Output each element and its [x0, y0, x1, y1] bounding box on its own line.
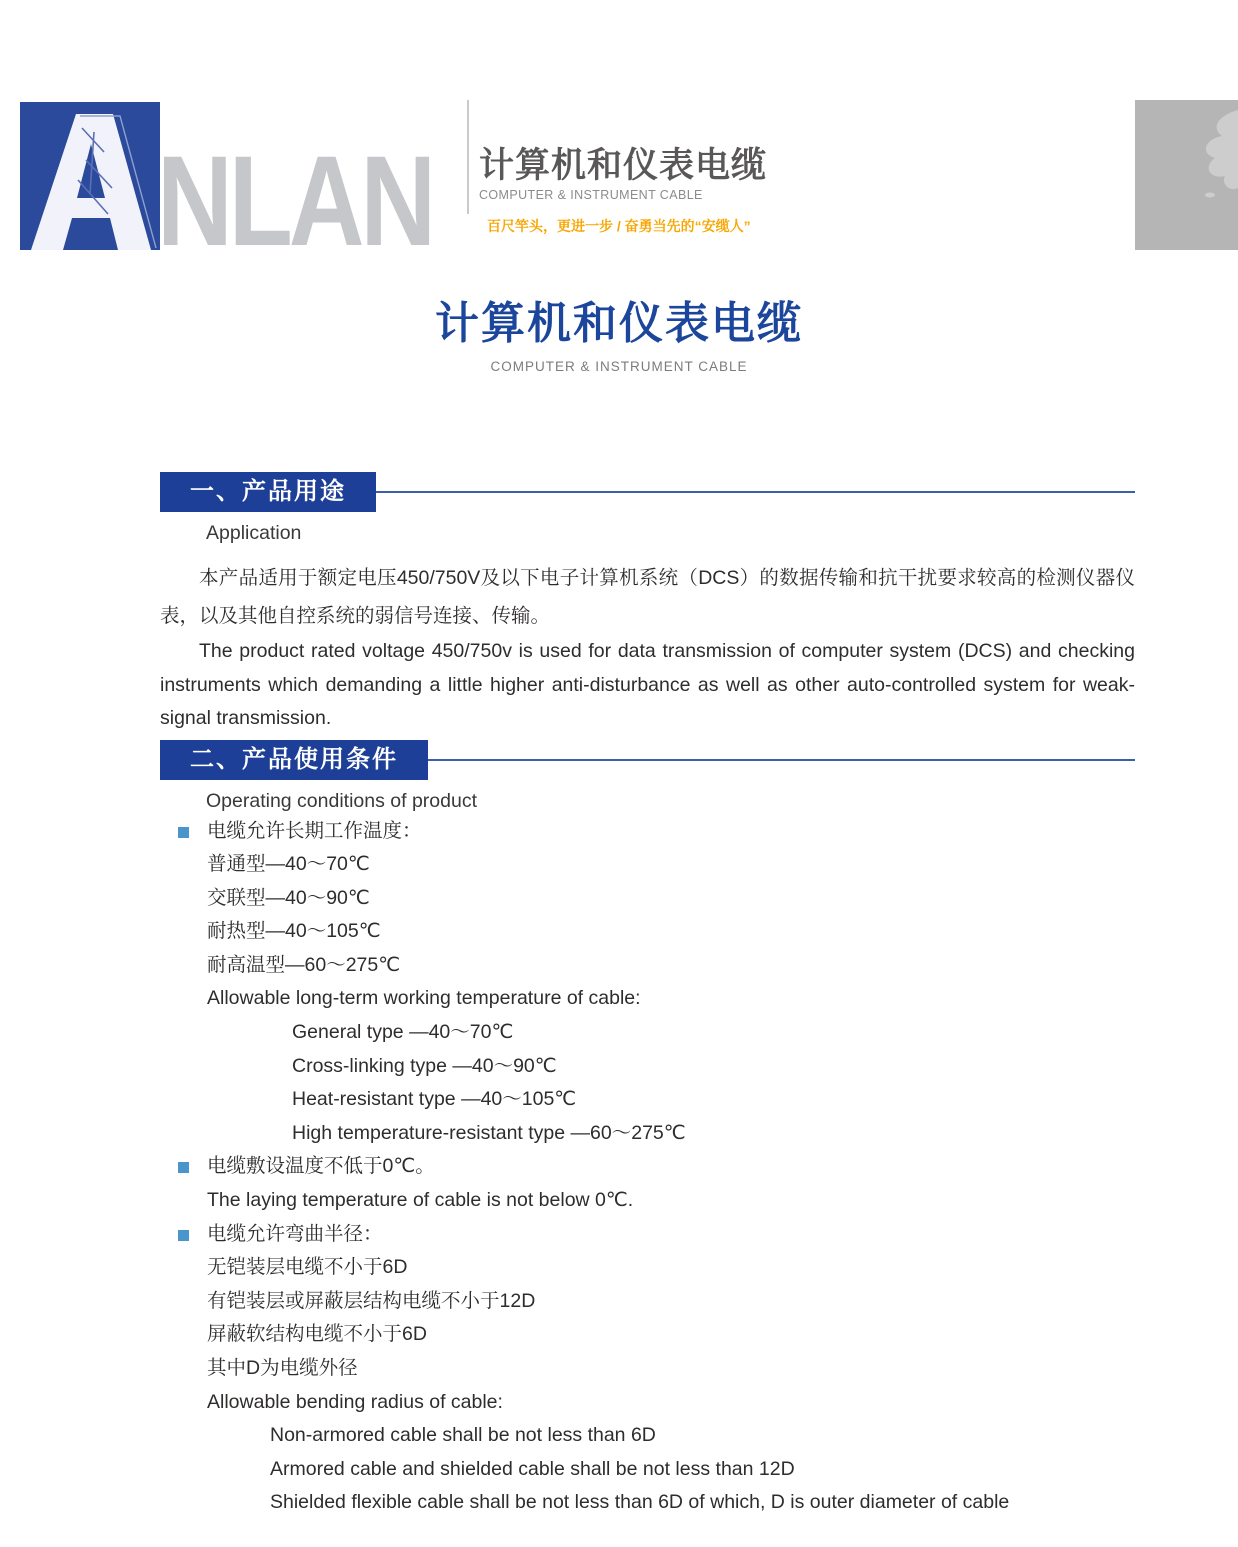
- list-item-text: Armored cable and shielded cable shall be not less than 12D: [270, 1457, 795, 1480]
- section1-paragraph-cn: 本产品适用于额定电压450/750V及以下电子计算机系统（DCS）的数据传输和抗干扰要求较高的检测仪器仪表，以及其他自控系统的弱信号连接、传输。: [160, 567, 1135, 627]
- header-divider: [467, 100, 469, 214]
- document-title-en: COMPUTER & INSTRUMENT CABLE: [490, 359, 748, 374]
- list-item: [160, 1218, 1135, 1252]
- list-item: [160, 1318, 1135, 1352]
- section2-subheading: Operating conditions of product: [206, 789, 478, 812]
- list-item: [160, 915, 1135, 949]
- list-item: [160, 1386, 1135, 1420]
- section1-header: [160, 472, 1135, 512]
- list-item-text: 有铠装层或屏蔽层结构电缆不小于12D: [207, 1289, 536, 1312]
- list-item: [160, 1117, 1135, 1151]
- list-item: [160, 882, 1135, 916]
- header-slogan: 百尺竿头，更进一步 / 奋勇当先的“安缆人”: [487, 218, 751, 234]
- anlan-logo: [20, 102, 160, 250]
- list-item-text: The laying temperature of cable is not below 0℃.: [207, 1189, 634, 1212]
- list-item: [160, 1285, 1135, 1319]
- list-item-text: 耐热型—40～105℃: [207, 920, 381, 943]
- bullet-square-icon: [178, 1230, 189, 1241]
- page-header: [0, 0, 1238, 273]
- list-item: [160, 1184, 1135, 1218]
- header-title-en: COMPUTER & INSTRUMENT CABLE: [479, 188, 703, 202]
- list-item-text: Allowable bending radius of cable:: [207, 1390, 503, 1413]
- list-item: [160, 848, 1135, 882]
- list-item-text: General type —40～70℃: [292, 1021, 514, 1044]
- list-item: [160, 1016, 1135, 1050]
- list-item: [160, 1251, 1135, 1285]
- list-item: [160, 982, 1135, 1016]
- header-photo-placeholder: [1135, 100, 1238, 250]
- list-item-text: Non-armored cable shall be not less than 6D: [270, 1424, 656, 1447]
- brand-letters: NLAN: [157, 130, 433, 273]
- list-item-text: 其中D为电缆外径: [207, 1357, 358, 1379]
- leaf-icon: [1135, 100, 1238, 250]
- list-item-text: 屏蔽软结构电缆不小于6D: [207, 1323, 427, 1346]
- list-item: [160, 1050, 1135, 1084]
- list-item-text: 电缆允许弯曲半径：: [207, 1222, 383, 1245]
- list-item-text: Cross-linking type —40～90℃: [292, 1054, 557, 1077]
- list-item-text: 交联型—40～90℃: [207, 886, 370, 909]
- section1-heading: 一、产品用途: [160, 472, 376, 512]
- operating-conditions-list: [160, 815, 1135, 1520]
- section2-header: [160, 740, 1135, 780]
- list-item: [160, 1083, 1135, 1117]
- list-item: [160, 1150, 1135, 1184]
- list-item-text: Shielded flexible cable shall be not less than 6D of which, D is outer diameter of cable: [270, 1491, 1010, 1514]
- bullet-square-icon: [178, 1162, 189, 1173]
- header-title-cn: 计算机和仪表电缆: [479, 146, 768, 185]
- header-titles: [479, 146, 767, 236]
- list-item: [160, 1352, 1135, 1386]
- list-item: [160, 1486, 1135, 1520]
- list-item-text: 普通型—40～70℃: [207, 853, 370, 876]
- document-title-cn: 计算机和仪表电缆: [435, 299, 803, 348]
- list-item-text: Allowable long-term working temperature of cable:: [207, 987, 641, 1010]
- list-item: [160, 949, 1135, 983]
- list-item-text: Heat-resistant type —40～105℃: [292, 1088, 577, 1111]
- logo-a-icon: [20, 102, 160, 250]
- section1-subheading: Application: [206, 522, 302, 544]
- section1-paragraph-en: The product rated voltage 450/750v is used for data transmission of computer system (DCS) and checking instruments which demanding a little higher anti-disturbance as well as other auto-controlled system for weak-signal transmission.: [160, 640, 1135, 729]
- section2-heading: 二、产品使用条件: [160, 740, 428, 780]
- list-item: [160, 815, 1135, 849]
- list-item-text: 电缆敷设温度不低于0℃。: [207, 1155, 435, 1178]
- document-title: [0, 298, 1238, 374]
- list-item-text: High temperature-resistant type —60～275℃: [292, 1121, 686, 1144]
- bullet-square-icon: [178, 827, 189, 838]
- list-item: [160, 1453, 1135, 1487]
- list-item-text: 电缆允许长期工作温度：: [207, 819, 422, 842]
- document-body: [0, 472, 1238, 1520]
- list-item-text: 耐高温型—60～275℃: [207, 953, 401, 976]
- list-item: [160, 1419, 1135, 1453]
- list-item-text: 无铠装层电缆不小于6D: [207, 1256, 408, 1279]
